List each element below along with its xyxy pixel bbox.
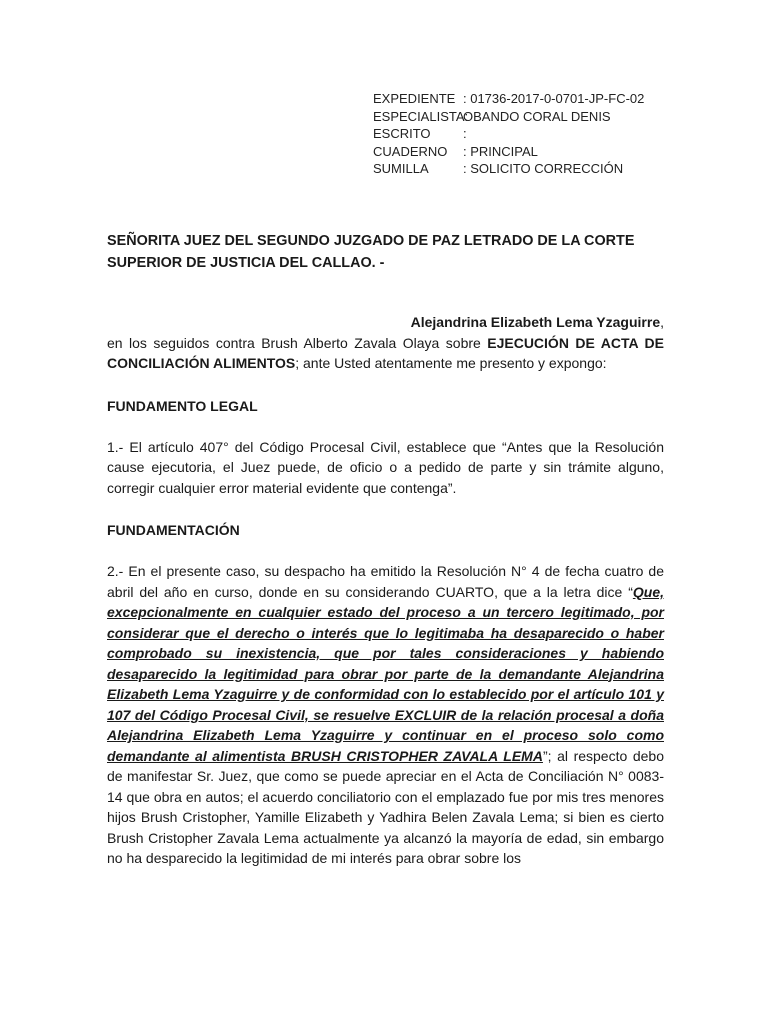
court-address: SEÑORITA JUEZ DEL SEGUNDO JUZGADO DE PAZ LETRADO DE LA CORTE SUPERIOR DE JUSTICIA DEL CALLAO. -	[107, 233, 635, 271]
header-row-escrito	[373, 125, 644, 143]
section-title-fundamento-legal: FUNDAMENTO LEGAL	[107, 397, 258, 414]
petitioner-line	[107, 312, 664, 333]
especialista-value: OBANDO CORAL DENIS	[463, 108, 611, 124]
sumilla-value: : SOLICITO CORRECCIÓN	[463, 161, 624, 176]
cuaderno-value: : PRINCIPAL	[463, 143, 538, 159]
header-row-sumilla	[373, 160, 644, 178]
header-row-especialista	[373, 108, 644, 126]
legal-basis-paragraph: 1.- El artículo 407° del Código Procesal Civil, establece que “Antes que la Resolución cause ejecutoria, el Juez puede, de oficio o a pedido de parte y sin trámite alguno, corregir cualquier error material evidente que contenga”.	[107, 438, 664, 496]
escrito-value: :	[463, 126, 467, 141]
cuaderno-label: CUADERNO	[373, 143, 448, 159]
quoted-resolution: Que, excepcionalmente en cualquier estado del proceso a un tercero legitimado, por considerar que el derecho o interés que lo legitimaba ha desaparecido o haber comprobado su inexistencia, que por tales consideraciones y habiendo desaparecido la legitimidad para obrar por parte de la demandante Alejandrina Elizabeth Lema Yzaguirre y de conformidad con lo establecido por el artículo 101 y 107 del Código Procesal Civil, se resuelve EXCLUIR de la relación procesal a doña Alejandrina Elizabeth Lema Yzaguirre y continuar en el proceso solo como demandante al alimentista BRUSH CRISTOPHER ZAVALA LEMA	[107, 583, 664, 764]
argument-start: 2.- En el presente caso, su despacho ha emitido la Resolución N° 4 de fecha cuatro de abril del año en curso, donde en su considerando CUARTO, que a la letra dice “	[107, 563, 664, 600]
argument-paragraph	[107, 561, 664, 869]
case-header	[373, 90, 644, 178]
intro-text-2: ; ante Usted atentamente me presento y expongo:	[295, 355, 607, 371]
document-body	[107, 312, 664, 869]
escrito-label: ESCRITO	[373, 126, 431, 141]
expediente-value: : 01736-2017-0-0701-JP-FC-02	[463, 91, 645, 106]
argument-end: ”; al respecto debo de manifestar Sr. Juez, que como se puede apreciar en el Acta de Conciliación N° 0083-14 que obra en autos; el acuerdo conciliatorio con el emplazado fue por mis tres menores hijos Brush Cristopher, Yamille Elizabeth y Yadhira Belen Zavala Lema; si bien es cierto Brush Cristopher Zavala Lema actualmente ya alcanzó la mayoría de edad, sin embargo no ha desparecido la legitimidad de mi interés para obrar sobre los	[107, 747, 664, 866]
header-row-cuaderno	[373, 143, 644, 161]
intro-text-1: en los seguidos contra Brush Alberto Zavala Olaya sobre	[107, 334, 488, 351]
section-title-fundamentacion: FUNDAMENTACIÓN	[107, 522, 240, 538]
petitioner-comma: ,	[660, 314, 664, 330]
especialista-label: ESPECIALISTA:	[373, 108, 469, 124]
sumilla-label: SUMILLA	[373, 161, 429, 176]
petitioner-name: Alejandrina Elizabeth Lema Yzaguirre	[410, 314, 661, 330]
intro-paragraph	[107, 333, 664, 374]
expediente-label: EXPEDIENTE	[373, 91, 456, 106]
header-row-expediente	[373, 90, 644, 108]
intro-subject: EJECUCIÓN DE ACTA DE CONCILIACIÓN ALIMENTOS	[107, 334, 664, 371]
